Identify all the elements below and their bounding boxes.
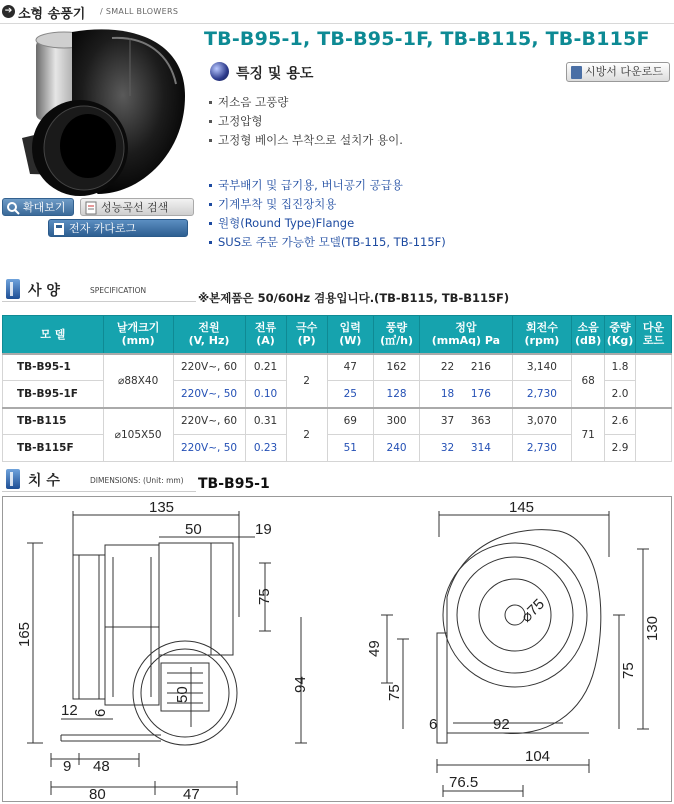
- page-title: 소형 송풍기: [18, 7, 86, 22]
- spec-note: ※본제품은 50/60Hz 겸용입니다.(TB-B115, TB-B115F): [198, 291, 510, 305]
- power-cell: 220V~, 60: [173, 408, 245, 435]
- dim-label: 6: [429, 716, 438, 733]
- weight-cell: 1.8: [605, 354, 636, 381]
- dim-label: ⌀75: [517, 595, 549, 626]
- magnifier-icon: [6, 201, 20, 215]
- spec-heading-en: SPECIFICATION: [90, 286, 147, 295]
- table-row: [3, 381, 672, 408]
- pa-value: 314: [470, 442, 491, 454]
- poles-cell: 2: [286, 408, 327, 462]
- dim-label: 80: [89, 786, 106, 803]
- pressure-cell: [420, 408, 512, 435]
- section-badge-icon: [6, 279, 20, 299]
- outlet-flange-side: [159, 543, 233, 655]
- product-photo: [20, 26, 190, 198]
- use-list: [208, 177, 446, 253]
- dim-label: 165: [16, 621, 33, 647]
- features-heading-label: 특징 및 용도: [236, 66, 314, 82]
- flow-cell: 162: [373, 354, 419, 381]
- download-cell[interactable]: [635, 354, 671, 408]
- dim-label: 75: [386, 684, 403, 701]
- rpm-cell: 2,730: [512, 381, 572, 408]
- pressure-cell: [420, 381, 512, 408]
- use-item: 기계부착 및 집진장치용: [208, 196, 446, 215]
- pa-value: 363: [470, 415, 491, 428]
- flow-cell: 300: [373, 408, 419, 435]
- rpm-cell: 2,730: [512, 435, 572, 462]
- col-header: 중량 (Kg): [605, 316, 636, 354]
- dim-label: 92: [493, 716, 510, 733]
- dim-label: 130: [644, 615, 661, 641]
- housing-front-outline: [447, 530, 601, 734]
- flange-plate: [437, 633, 447, 743]
- use-item: 국부배기 및 급기용, 버너공기 공급용: [208, 177, 446, 196]
- spec-download-label: 시방서 다운로드: [585, 65, 663, 78]
- dim-label: 6: [92, 708, 109, 717]
- pa-value: 216: [470, 361, 491, 374]
- section-badge-icon: [6, 469, 20, 489]
- dim-label: 94: [292, 676, 309, 693]
- weight-cell: 2.9: [605, 435, 636, 462]
- housing-circle: [443, 543, 587, 687]
- col-header: 전원 (V, Hz): [173, 316, 245, 354]
- rpm-cell: 3,070: [512, 408, 572, 435]
- dim-label: 104: [525, 748, 551, 765]
- col-header: 정압 (mmAq) Pa: [420, 316, 512, 354]
- spec-header-row: [3, 316, 672, 354]
- input-cell: 47: [327, 354, 373, 381]
- power-cell: 220V~, 60: [173, 354, 245, 381]
- arrow-circle-icon: ➔: [2, 5, 15, 18]
- spec-download-button[interactable]: [566, 62, 670, 82]
- blade-cell: ⌀88X40: [103, 354, 173, 408]
- spec-section-header: [2, 276, 196, 302]
- weight-cell: 2.6: [605, 408, 636, 435]
- zoom-button[interactable]: [2, 198, 74, 216]
- mmaq-value: 37: [440, 415, 455, 428]
- dim-label: 75: [620, 662, 637, 679]
- e-catalog-button[interactable]: [48, 219, 188, 237]
- download-doc-icon: [571, 66, 582, 79]
- noise-cell: 71: [572, 408, 605, 462]
- performance-curve-label: 성능곡선 검색: [101, 201, 169, 214]
- col-header: 풍량 (㎥/h): [373, 316, 419, 354]
- download-cell[interactable]: [635, 408, 671, 462]
- col-header: 날개크기 (mm): [103, 316, 173, 354]
- product-title: TB-B95-1, TB-B95-1F, TB-B115, TB-B115F: [204, 28, 650, 50]
- spec-table: [2, 315, 672, 462]
- col-header: 회전수 (rpm): [512, 316, 572, 354]
- current-cell: 0.21: [245, 354, 286, 381]
- pa-value: 176: [470, 387, 491, 400]
- col-header: 입력 (W): [327, 316, 373, 354]
- motor-side-outline: [73, 555, 105, 699]
- blade-cell: ⌀105X50: [103, 408, 173, 462]
- input-cell: 51: [327, 435, 373, 462]
- e-catalog-label: 전자 카다로그: [69, 222, 137, 235]
- feature-list: [208, 94, 403, 151]
- model-cell: TB-B115: [3, 408, 104, 435]
- current-cell: 0.10: [245, 381, 286, 408]
- feature-item: 저소음 고풍량: [208, 94, 403, 113]
- dim-label: 50: [174, 686, 191, 703]
- table-row: [3, 354, 672, 381]
- page-subtitle: / SMALL BLOWERS: [100, 7, 179, 16]
- current-cell: 0.23: [245, 435, 286, 462]
- dim-label: 49: [366, 640, 383, 657]
- bullet-ball-icon: [210, 62, 229, 81]
- dimension-drawing-svg: [3, 497, 673, 803]
- zoom-button-label: 확대보기: [23, 201, 66, 214]
- mmaq-value: 22: [440, 361, 455, 374]
- dim-label: 12: [61, 702, 78, 719]
- mmaq-value: 32: [440, 442, 455, 454]
- use-item: 원형(Round Type)Flange: [208, 215, 446, 234]
- spec-heading: 사 양: [28, 283, 60, 299]
- dim-label: 75: [256, 588, 273, 605]
- current-cell: 0.31: [245, 408, 286, 435]
- dimensions-model-title: TB-B95-1: [198, 476, 270, 492]
- page-header: [0, 0, 674, 24]
- pressure-cell: [420, 354, 512, 381]
- noise-cell: 68: [572, 354, 605, 408]
- dim-label: 9: [63, 758, 72, 775]
- catalog-icon: [52, 222, 66, 236]
- dimensions-heading: 치 수: [28, 473, 60, 489]
- col-header: 소음 (dB): [572, 316, 605, 354]
- dim-label: 135: [149, 499, 175, 516]
- use-item: SUS로 주문 가능한 모델(TB-115, TB-115F): [208, 234, 446, 253]
- dim-label: 76.5: [449, 774, 479, 791]
- power-cell: 220V~, 50: [173, 381, 245, 408]
- document-icon: [84, 201, 98, 215]
- model-cell: TB-B95-1F: [3, 381, 104, 408]
- mmaq-value: 18: [440, 387, 455, 400]
- flow-cell: 128: [373, 381, 419, 408]
- pressure-cell: [420, 435, 512, 462]
- dim-label: 47: [183, 786, 200, 803]
- flow-cell: 240: [373, 435, 419, 462]
- poles-cell: 2: [286, 354, 327, 408]
- weight-cell: 2.0: [605, 381, 636, 408]
- dim-label: 50: [185, 521, 202, 538]
- dim-label: 19: [255, 521, 272, 538]
- feature-item: 고정형 베이스 부착으로 설치가 용이.: [208, 132, 403, 151]
- power-cell: 220V~, 50: [173, 435, 245, 462]
- dim-label: 48: [93, 758, 110, 775]
- feature-item: 고정압형: [208, 113, 403, 132]
- dimensions-heading-en: DIMENSIONS: (Unit: mm): [90, 476, 184, 485]
- model-cell: TB-B95-1: [3, 354, 104, 381]
- input-cell: 25: [327, 381, 373, 408]
- input-cell: 69: [327, 408, 373, 435]
- table-row: [3, 435, 672, 462]
- dimension-drawing: [2, 496, 672, 802]
- performance-curve-button[interactable]: [80, 198, 194, 216]
- dim-label: 145: [509, 499, 535, 516]
- col-header: 모 델: [3, 316, 104, 354]
- rpm-cell: 3,140: [512, 354, 572, 381]
- table-row: [3, 408, 672, 435]
- model-cell: TB-B115F: [3, 435, 104, 462]
- dimensions-section-header: [2, 466, 196, 492]
- col-header: 극수 (P): [286, 316, 327, 354]
- col-header: 전류 (A): [245, 316, 286, 354]
- col-header: 다운 로드: [635, 316, 671, 354]
